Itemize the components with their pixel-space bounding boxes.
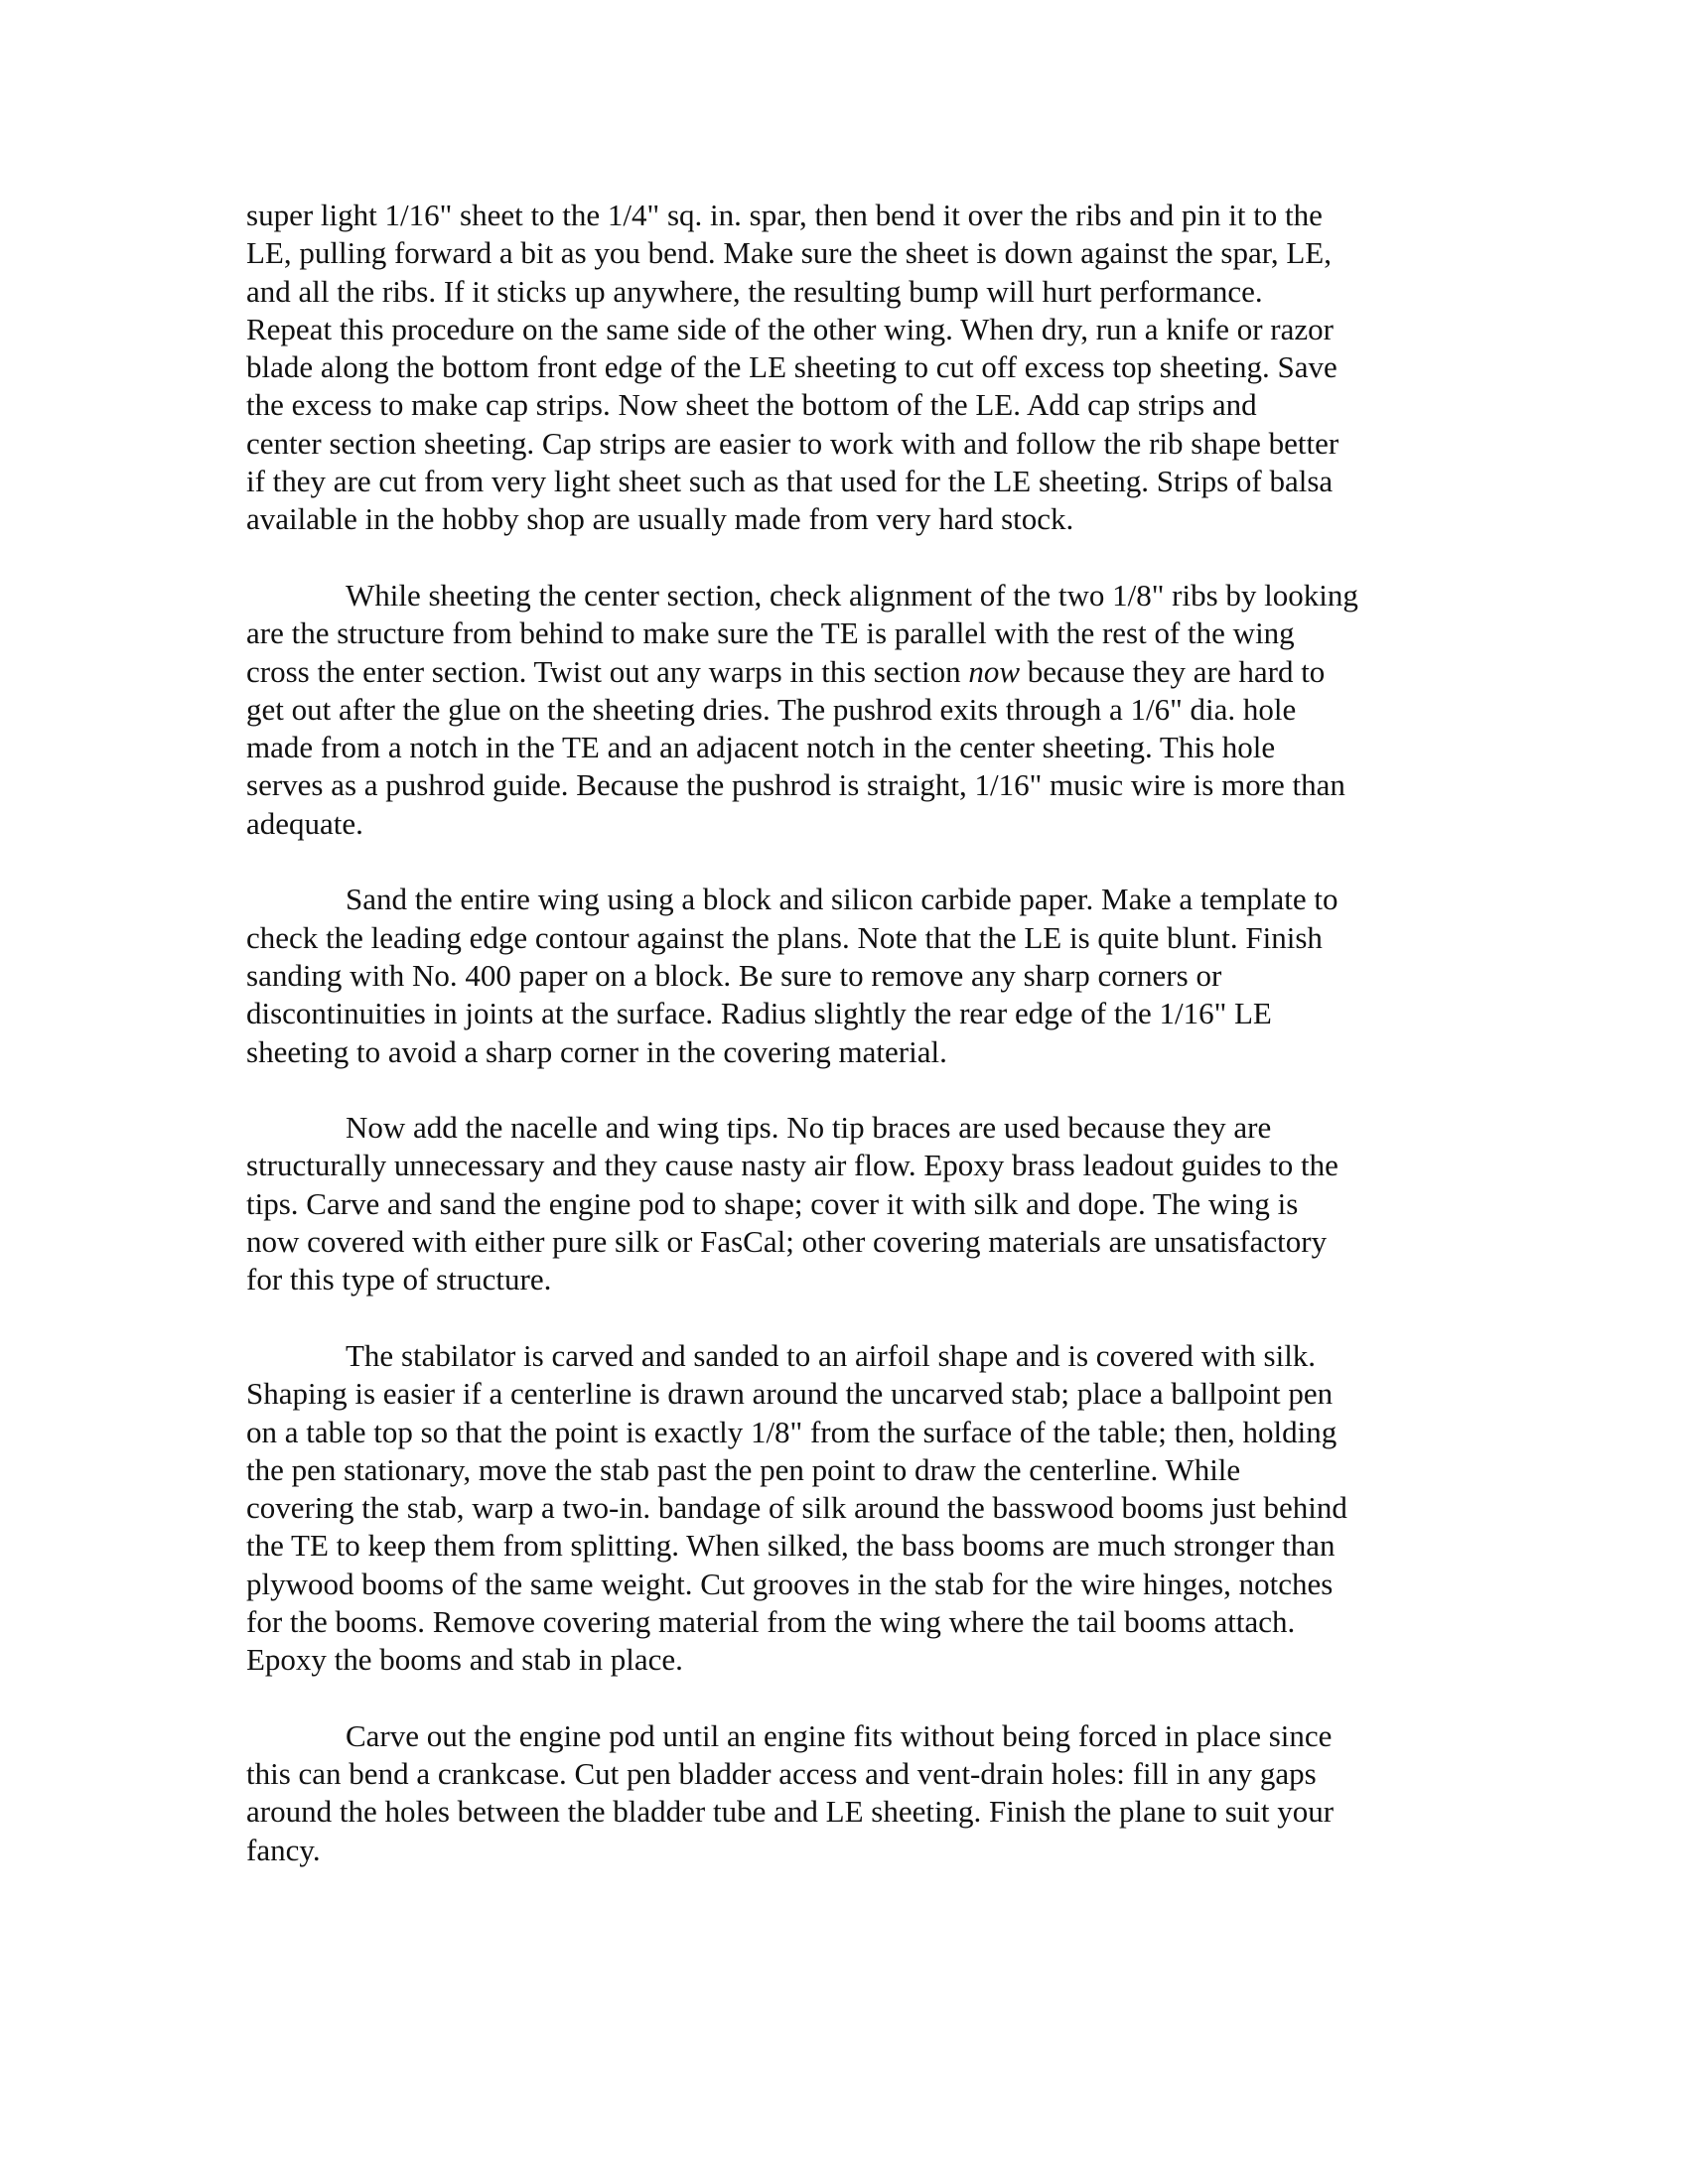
text-line: Shaping is easier if a centerline is drawn around the uncarved stab; place a ballpoint pen — [246, 1376, 1334, 1412]
text-line: get out after the glue on the sheeting dries. The pushrod exits through a 1/6" dia. hole — [246, 691, 1297, 727]
text-line: Sand the entire wing using a block and silicon carbide paper. Make a template to — [346, 882, 1338, 917]
text-line: Epoxy the booms and stab in place. — [246, 1642, 683, 1678]
text-line: sanding with No. 400 paper on a block. Be sure to remove any sharp corners or — [246, 957, 1222, 993]
emphasis-text: now — [968, 653, 1021, 689]
text-line: fancy. — [246, 1832, 321, 1867]
text-line: around the holes between the bladder tube and LE sheeting. Finish the plane to suit your — [246, 1794, 1335, 1830]
text-line: Carve out the engine pod until an engine fits without being forced in place since — [346, 1717, 1333, 1753]
text-line: available in the hobby shop are usually made from very hard stock. — [246, 501, 1074, 537]
text-line: sheeting to avoid a sharp corner in the covering material. — [246, 1033, 947, 1069]
paragraph — [246, 577, 1448, 843]
text-line: and all the ribs. If it sticks up anywhere, the resulting bump will hurt performance. — [246, 273, 1263, 309]
text-line: Repeat this procedure on the same side of the other wing. When dry, run a knife or razor — [246, 311, 1334, 346]
text-line: are the structure from behind to make sure the TE is parallel with the rest of the wing — [246, 615, 1295, 651]
paragraph — [246, 881, 1448, 1070]
text-line: While sheeting the center section, check alignment of the two 1/8" ribs by looking — [346, 577, 1358, 613]
text-line: now covered with either pure silk or FasCal; other covering materials are unsatisfactory — [246, 1224, 1328, 1260]
text-line: tips. Carve and sand the engine pod to shape; cover it with silk and dope. The wing is — [246, 1185, 1299, 1221]
paragraph — [246, 1109, 1448, 1298]
text-line: for this type of structure. — [246, 1262, 552, 1297]
text-line: structurally unnecessary and they cause nasty air flow. Epoxy brass leadout guides to the — [246, 1148, 1338, 1183]
text-line: adequate. — [246, 805, 363, 841]
paragraph — [246, 1717, 1448, 1869]
text-line: for the booms. Remove covering material from the wing where the tail booms attach. — [246, 1603, 1296, 1639]
text-line: made from a notch in the TE and an adjacent notch in the center sheeting. This hole — [246, 730, 1276, 765]
text-line: LE, pulling forward a bit as you bend. Make sure the sheet is down against the spar, LE, — [246, 235, 1332, 271]
text-line: center section sheeting. Cap strips are easier to work with and follow the rib shape better — [246, 425, 1339, 461]
paragraph — [246, 197, 1448, 539]
text-line: super light 1/16" sheet to the 1/4" sq. in. spar, then bend it over the ribs and pin it to the — [246, 198, 1323, 232]
text-line: cross the enter section. Twist out any warps in this section now because they are hard to — [246, 653, 1326, 689]
text-line: the pen stationary, move the stab past the pen point to draw the centerline. While — [246, 1451, 1241, 1487]
text-line: blade along the bottom front edge of the LE sheeting to cut off excess top sheeting. Save — [246, 349, 1337, 385]
text-line: covering the stab, warp a two-in. bandage of silk around the basswood booms just behind — [246, 1490, 1347, 1526]
text-line: The stabilator is carved and sanded to an airfoil shape and is covered with silk. — [346, 1337, 1317, 1373]
text-line: on a table top so that the point is exactly 1/8" from the surface of the table; then, holding — [246, 1414, 1337, 1449]
text-line: plywood booms of the same weight. Cut grooves in the stab for the wire hinges, notches — [246, 1566, 1334, 1601]
body-text — [246, 197, 1448, 1907]
text-line: if they are cut from very light sheet such as that used for the LE sheeting. Strips of balsa — [246, 464, 1334, 499]
text-line: serves as a pushrod guide. Because the pushrod is straight, 1/16" music wire is more than — [246, 767, 1345, 803]
text-line: this can bend a crankcase. Cut pen bladder access and vent-drain holes: fill in any gaps — [246, 1756, 1317, 1792]
text-line: Now add the nacelle and wing tips. No tip braces are used because they are — [346, 1110, 1272, 1146]
paragraph — [246, 1337, 1448, 1680]
text-line: the excess to make cap strips. Now sheet the bottom of the LE. Add cap strips and — [246, 387, 1257, 423]
text-line: discontinuities in joints at the surface. Radius slightly the rear edge of the 1/16" LE — [246, 996, 1272, 1031]
text-line: check the leading edge contour against the plans. Note that the LE is quite blunt. Finish — [246, 919, 1323, 955]
text-line: the TE to keep them from splitting. When silked, the bass booms are much stronger than — [246, 1528, 1336, 1564]
